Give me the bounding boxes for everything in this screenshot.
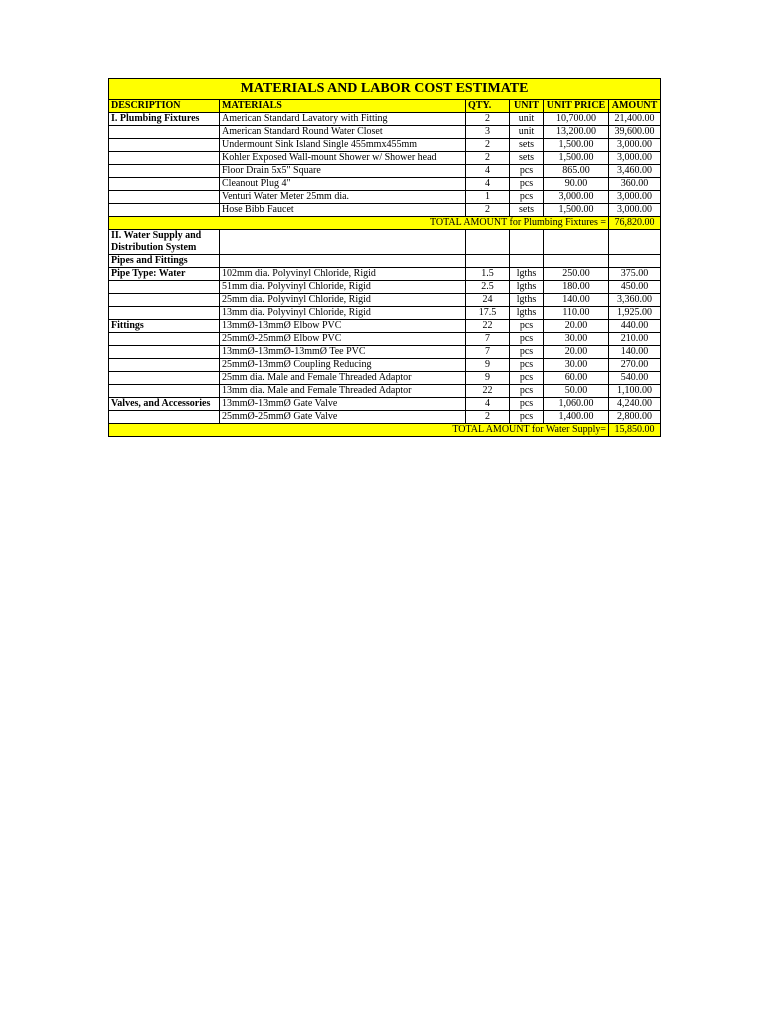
material-cell: Venturi Water Meter 25mm dia. bbox=[220, 191, 466, 204]
empty-cell bbox=[510, 230, 544, 255]
table-row bbox=[109, 268, 661, 281]
amount-cell: 450.00 bbox=[609, 281, 661, 294]
amount-cell: 440.00 bbox=[609, 320, 661, 333]
amount-cell: 3,000.00 bbox=[609, 204, 661, 217]
unit-cell: pcs bbox=[510, 178, 544, 191]
table-row bbox=[109, 126, 661, 139]
table-row bbox=[109, 333, 661, 346]
unit-price-cell: 30.00 bbox=[544, 359, 609, 372]
description-cell bbox=[109, 191, 220, 204]
amount-cell: 140.00 bbox=[609, 346, 661, 359]
description-cell bbox=[109, 411, 220, 424]
unit-price-cell: 180.00 bbox=[544, 281, 609, 294]
amount-cell: 21,400.00 bbox=[609, 113, 661, 126]
qty-cell: 2 bbox=[466, 204, 510, 217]
unit-price-cell: 60.00 bbox=[544, 372, 609, 385]
material-cell: American Standard Round Water Closet bbox=[220, 126, 466, 139]
material-cell: 25mm dia. Male and Female Threaded Adaptor bbox=[220, 372, 466, 385]
unit-price-cell: 140.00 bbox=[544, 294, 609, 307]
qty-cell: 22 bbox=[466, 320, 510, 333]
unit-price-cell: 3,000.00 bbox=[544, 191, 609, 204]
qty-cell: 4 bbox=[466, 398, 510, 411]
amount-cell: 3,000.00 bbox=[609, 139, 661, 152]
total-amount: 15,850.00 bbox=[609, 424, 661, 437]
description-cell bbox=[109, 307, 220, 320]
table-row bbox=[109, 359, 661, 372]
unit-price-cell: 30.00 bbox=[544, 333, 609, 346]
qty-cell: 2.5 bbox=[466, 281, 510, 294]
table-row bbox=[109, 152, 661, 165]
table-row bbox=[109, 307, 661, 320]
material-cell: 13mmØ-13mmØ Elbow PVC bbox=[220, 320, 466, 333]
unit-cell: sets bbox=[510, 139, 544, 152]
unit-cell: lgths bbox=[510, 281, 544, 294]
header-unit: UNIT bbox=[510, 100, 544, 113]
unit-cell: pcs bbox=[510, 346, 544, 359]
qty-cell: 2 bbox=[466, 113, 510, 126]
unit-cell: pcs bbox=[510, 372, 544, 385]
unit-cell: pcs bbox=[510, 398, 544, 411]
description-cell bbox=[109, 294, 220, 307]
description-cell bbox=[109, 152, 220, 165]
header-amount: AMOUNT bbox=[609, 100, 661, 113]
material-cell: Kohler Exposed Wall-mount Shower w/ Shower head bbox=[220, 152, 466, 165]
unit-cell: lgths bbox=[510, 294, 544, 307]
valves-label: Valves, and Accessories bbox=[109, 398, 220, 411]
qty-cell: 2 bbox=[466, 139, 510, 152]
unit-cell: pcs bbox=[510, 191, 544, 204]
table-row bbox=[109, 113, 661, 126]
amount-cell: 1,100.00 bbox=[609, 385, 661, 398]
qty-cell: 7 bbox=[466, 346, 510, 359]
amount-cell: 360.00 bbox=[609, 178, 661, 191]
total-amount: 76,820.00 bbox=[609, 217, 661, 230]
description-cell bbox=[109, 281, 220, 294]
amount-cell: 540.00 bbox=[609, 372, 661, 385]
material-cell: 13mmØ-13mmØ-13mmØ Tee PVC bbox=[220, 346, 466, 359]
empty-cell bbox=[220, 230, 466, 255]
description-cell bbox=[109, 165, 220, 178]
header-row bbox=[109, 100, 661, 113]
table-row bbox=[109, 281, 661, 294]
description-cell bbox=[109, 139, 220, 152]
description-cell bbox=[109, 346, 220, 359]
qty-cell: 4 bbox=[466, 178, 510, 191]
empty-cell bbox=[466, 230, 510, 255]
qty-cell: 9 bbox=[466, 372, 510, 385]
amount-cell: 1,925.00 bbox=[609, 307, 661, 320]
fittings-label: Fittings bbox=[109, 320, 220, 333]
amount-cell: 3,360.00 bbox=[609, 294, 661, 307]
unit-cell: pcs bbox=[510, 359, 544, 372]
table-row bbox=[109, 178, 661, 191]
empty-cell bbox=[544, 255, 609, 268]
table-row bbox=[109, 191, 661, 204]
description-cell bbox=[109, 126, 220, 139]
material-cell: 13mmØ-13mmØ Gate Valve bbox=[220, 398, 466, 411]
unit-price-cell: 250.00 bbox=[544, 268, 609, 281]
unit-price-cell: 50.00 bbox=[544, 385, 609, 398]
material-cell: 25mm dia. Polyvinyl Chloride, Rigid bbox=[220, 294, 466, 307]
header-materials: MATERIALS bbox=[220, 100, 466, 113]
title-row bbox=[109, 79, 661, 100]
unit-cell: unit bbox=[510, 126, 544, 139]
table-row bbox=[109, 294, 661, 307]
pipes-header-row bbox=[109, 255, 661, 268]
qty-cell: 24 bbox=[466, 294, 510, 307]
qty-cell: 4 bbox=[466, 165, 510, 178]
empty-cell bbox=[510, 255, 544, 268]
qty-cell: 7 bbox=[466, 333, 510, 346]
header-description: DESCRIPTION bbox=[109, 100, 220, 113]
material-cell: 13mm dia. Male and Female Threaded Adaptor bbox=[220, 385, 466, 398]
table-row bbox=[109, 372, 661, 385]
material-cell: Cleanout Plug 4" bbox=[220, 178, 466, 191]
unit-cell: lgths bbox=[510, 307, 544, 320]
table-row bbox=[109, 204, 661, 217]
unit-cell: lgths bbox=[510, 268, 544, 281]
unit-price-cell: 865.00 bbox=[544, 165, 609, 178]
material-cell: 102mm dia. Polyvinyl Chloride, Rigid bbox=[220, 268, 466, 281]
amount-cell: 39,600.00 bbox=[609, 126, 661, 139]
material-cell: 13mm dia. Polyvinyl Chloride, Rigid bbox=[220, 307, 466, 320]
table-row bbox=[109, 385, 661, 398]
table-row bbox=[109, 165, 661, 178]
unit-price-cell: 13,200.00 bbox=[544, 126, 609, 139]
section2-header-row bbox=[109, 230, 661, 255]
description-cell bbox=[109, 359, 220, 372]
pipes-fittings-label: Pipes and Fittings bbox=[109, 255, 220, 268]
table-row bbox=[109, 398, 661, 411]
empty-cell bbox=[220, 255, 466, 268]
unit-cell: sets bbox=[510, 152, 544, 165]
unit-price-cell: 20.00 bbox=[544, 346, 609, 359]
pipe-type-label: Pipe Type: Water bbox=[109, 268, 220, 281]
unit-price-cell: 90.00 bbox=[544, 178, 609, 191]
qty-cell: 2 bbox=[466, 152, 510, 165]
section2-label: II. Water Supply and Distribution System bbox=[109, 230, 220, 255]
qty-cell: 3 bbox=[466, 126, 510, 139]
empty-cell bbox=[466, 255, 510, 268]
material-cell: Undermount Sink Island Single 455mmx455mm bbox=[220, 139, 466, 152]
amount-cell: 3,000.00 bbox=[609, 191, 661, 204]
description-cell bbox=[109, 204, 220, 217]
amount-cell: 2,800.00 bbox=[609, 411, 661, 424]
amount-cell: 3,000.00 bbox=[609, 152, 661, 165]
material-cell: 25mmØ-25mmØ Elbow PVC bbox=[220, 333, 466, 346]
unit-price-cell: 110.00 bbox=[544, 307, 609, 320]
description-cell bbox=[109, 372, 220, 385]
material-cell: Hose Bibb Faucet bbox=[220, 204, 466, 217]
unit-price-cell: 1,060.00 bbox=[544, 398, 609, 411]
qty-cell: 1.5 bbox=[466, 268, 510, 281]
header-unit-price: UNIT PRICE bbox=[544, 100, 609, 113]
unit-price-cell: 1,500.00 bbox=[544, 204, 609, 217]
material-cell: 25mmØ-25mmØ Gate Valve bbox=[220, 411, 466, 424]
header-qty: QTY. bbox=[466, 100, 510, 113]
description-cell bbox=[109, 333, 220, 346]
unit-cell: pcs bbox=[510, 165, 544, 178]
amount-cell: 270.00 bbox=[609, 359, 661, 372]
qty-cell: 9 bbox=[466, 359, 510, 372]
water-supply-total-row bbox=[109, 424, 661, 437]
unit-cell: pcs bbox=[510, 333, 544, 346]
amount-cell: 4,240.00 bbox=[609, 398, 661, 411]
unit-price-cell: 1,500.00 bbox=[544, 152, 609, 165]
cost-estimate-table bbox=[108, 78, 661, 437]
empty-cell bbox=[609, 230, 661, 255]
description-cell bbox=[109, 385, 220, 398]
material-cell: Floor Drain 5x5" Square bbox=[220, 165, 466, 178]
unit-price-cell: 1,400.00 bbox=[544, 411, 609, 424]
unit-cell: pcs bbox=[510, 411, 544, 424]
amount-cell: 375.00 bbox=[609, 268, 661, 281]
unit-cell: pcs bbox=[510, 385, 544, 398]
empty-cell bbox=[544, 230, 609, 255]
qty-cell: 17.5 bbox=[466, 307, 510, 320]
table-row bbox=[109, 346, 661, 359]
description-cell bbox=[109, 178, 220, 191]
unit-price-cell: 1,500.00 bbox=[544, 139, 609, 152]
unit-cell: unit bbox=[510, 113, 544, 126]
empty-cell bbox=[609, 255, 661, 268]
material-cell: 51mm dia. Polyvinyl Chloride, Rigid bbox=[220, 281, 466, 294]
table-row bbox=[109, 411, 661, 424]
section1-label: I. Plumbing Fixtures bbox=[109, 113, 220, 126]
plumbing-total-row bbox=[109, 217, 661, 230]
material-cell: American Standard Lavatory with Fitting bbox=[220, 113, 466, 126]
qty-cell: 22 bbox=[466, 385, 510, 398]
qty-cell: 2 bbox=[466, 411, 510, 424]
total-label: TOTAL AMOUNT for Plumbing Fixtures = bbox=[109, 217, 609, 230]
table-row bbox=[109, 320, 661, 333]
material-cell: 25mmØ-13mmØ Coupling Reducing bbox=[220, 359, 466, 372]
unit-price-cell: 20.00 bbox=[544, 320, 609, 333]
unit-cell: sets bbox=[510, 204, 544, 217]
sheet-title: MATERIALS AND LABOR COST ESTIMATE bbox=[109, 79, 661, 100]
cost-estimate-sheet bbox=[108, 78, 660, 437]
table-row bbox=[109, 139, 661, 152]
amount-cell: 3,460.00 bbox=[609, 165, 661, 178]
unit-cell: pcs bbox=[510, 320, 544, 333]
qty-cell: 1 bbox=[466, 191, 510, 204]
amount-cell: 210.00 bbox=[609, 333, 661, 346]
unit-price-cell: 10,700.00 bbox=[544, 113, 609, 126]
total-label: TOTAL AMOUNT for Water Supply= bbox=[109, 424, 609, 437]
